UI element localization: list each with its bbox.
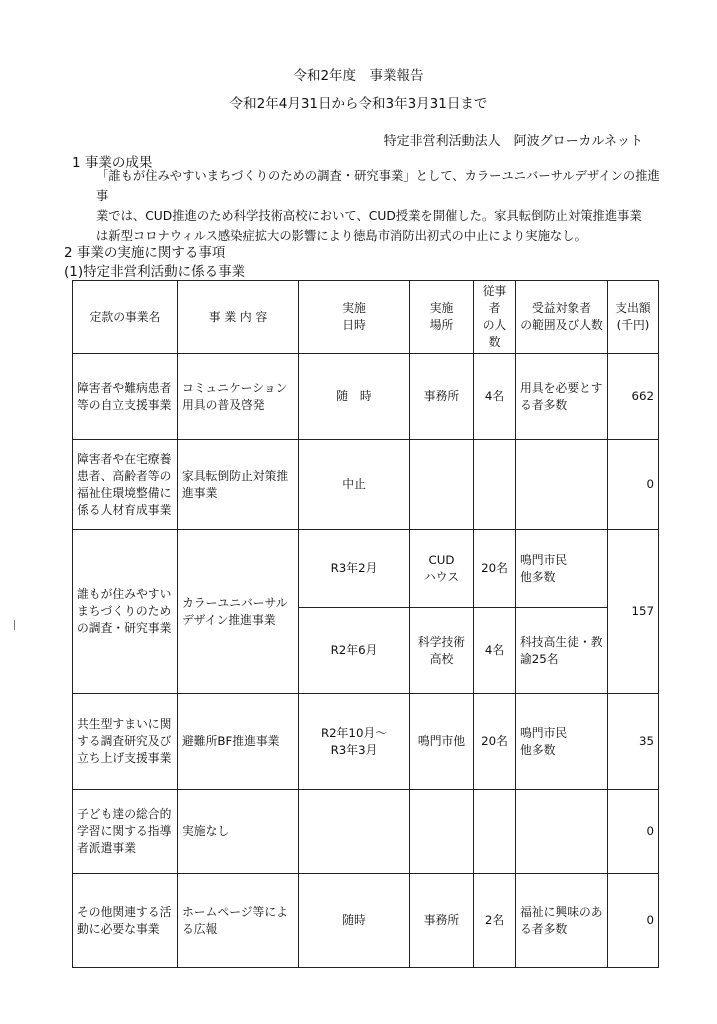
organization-name: 特定非営利活動法人 阿波グローカルネット	[383, 134, 643, 149]
cell-beneficiaries	[516, 790, 608, 874]
table-row	[73, 530, 659, 608]
cell-name: その他関連する活動に必要な事業	[73, 874, 178, 968]
cell-expense: 0	[608, 790, 659, 874]
cell-staff: 4名	[474, 354, 516, 440]
cell-expense: 157	[608, 530, 659, 694]
cell-name: 子ども達の総合的学習に関する指導者派遣事業	[73, 790, 178, 874]
cell-place: 事務所	[410, 874, 474, 968]
cell-content: 家具転倒防止対策推進事業	[178, 440, 299, 530]
cell-beneficiaries: 用具を必要とする者多数	[516, 354, 608, 440]
cell-place: CUD ハウス	[410, 530, 474, 608]
cell-content: 実施なし	[178, 790, 299, 874]
paragraph-line: 業では、CUD推進のため科学技術高校において、CUD授業を開催した。家具転倒防止対策推進事業	[96, 209, 642, 223]
cell-place	[410, 440, 474, 530]
cell-date: 中止	[299, 440, 410, 530]
cell-date: 随 時	[299, 354, 410, 440]
activity-table	[72, 280, 659, 968]
section1-paragraph	[96, 166, 666, 246]
table-header-row	[73, 281, 659, 354]
cell-staff: 20名	[474, 530, 516, 608]
header-date: 実施 日時	[299, 281, 410, 354]
cell-expense: 35	[608, 694, 659, 790]
scan-mark	[14, 620, 15, 630]
cell-date	[299, 790, 410, 874]
paragraph-line: は新型コロナウィルス感染症拡大の影響により徳島市消防出初式の中止により実施なし。	[96, 229, 587, 243]
table-row	[73, 440, 659, 530]
cell-expense: 0	[608, 874, 659, 968]
cell-staff: 20名	[474, 694, 516, 790]
cell-expense: 662	[608, 354, 659, 440]
paragraph-line: 「誰もが住みやすいまちづくりのための調査・研究事業」として、カラーユニバーサルデザインの推進事	[96, 169, 660, 203]
cell-place: 鳴門市他	[410, 694, 474, 790]
table-row	[73, 790, 659, 874]
cell-content: カラーユニバーサルデザイン推進事業	[178, 530, 299, 694]
cell-name: 障害者や在宅療養患者、高齢者等の福祉住環境整備に係る人材育成事業	[73, 440, 178, 530]
cell-place: 事務所	[410, 354, 474, 440]
table-row	[73, 874, 659, 968]
cell-name: 共生型すまいに関する調査研究及び立ち上げ支援事業	[73, 694, 178, 790]
header-beneficiaries: 受益対象者 の範囲及び人数	[516, 281, 608, 354]
header-staff: 従事者 の人数	[474, 281, 516, 354]
cell-name: 障害者や難病患者等の自立支援事業	[73, 354, 178, 440]
cell-date: R2年10月～ R3年3月	[299, 694, 410, 790]
section2-heading: 2 事業の実施に関する事項	[64, 245, 226, 261]
cell-date: 随時	[299, 874, 410, 968]
cell-beneficiaries	[516, 440, 608, 530]
cell-staff: 4名	[474, 608, 516, 694]
cell-content: ホームページ等による広報	[178, 874, 299, 968]
cell-beneficiaries: 福祉に興味のある者多数	[516, 874, 608, 968]
section2-subheading: (1)特定非営利活動に係る事業	[64, 264, 246, 280]
cell-staff	[474, 440, 516, 530]
cell-date: R3年2月	[299, 530, 410, 608]
table-row	[73, 694, 659, 790]
header-expense: 支出額 (千円)	[608, 281, 659, 354]
cell-beneficiaries: 科技高生徒・教 諭25名	[516, 608, 608, 694]
cell-name: 誰もが住みやすいまちづくりのための調査・研究事業	[73, 530, 178, 694]
section1-heading: 1 事業の成果	[72, 155, 153, 171]
table-row	[73, 354, 659, 440]
cell-place	[410, 790, 474, 874]
cell-staff: 2名	[474, 874, 516, 968]
cell-beneficiaries: 鳴門市民 他多数	[516, 694, 608, 790]
cell-content: コミュニケーション用具の普及啓発	[178, 354, 299, 440]
cell-expense: 0	[608, 440, 659, 530]
cell-place: 科学技術 高校	[410, 608, 474, 694]
cell-date: R2年6月	[299, 608, 410, 694]
cell-staff	[474, 790, 516, 874]
report-period: 令和2年4月31日から令和3年3月31日まで	[229, 96, 488, 112]
cell-content: 避難所BF推進事業	[178, 694, 299, 790]
report-title: 令和2年度 事業報告	[293, 68, 424, 84]
header-content: 事 業 内 容	[178, 281, 299, 354]
header-name: 定款の事業名	[73, 281, 178, 354]
header-place: 実施 場所	[410, 281, 474, 354]
cell-beneficiaries: 鳴門市民 他多数	[516, 530, 608, 608]
